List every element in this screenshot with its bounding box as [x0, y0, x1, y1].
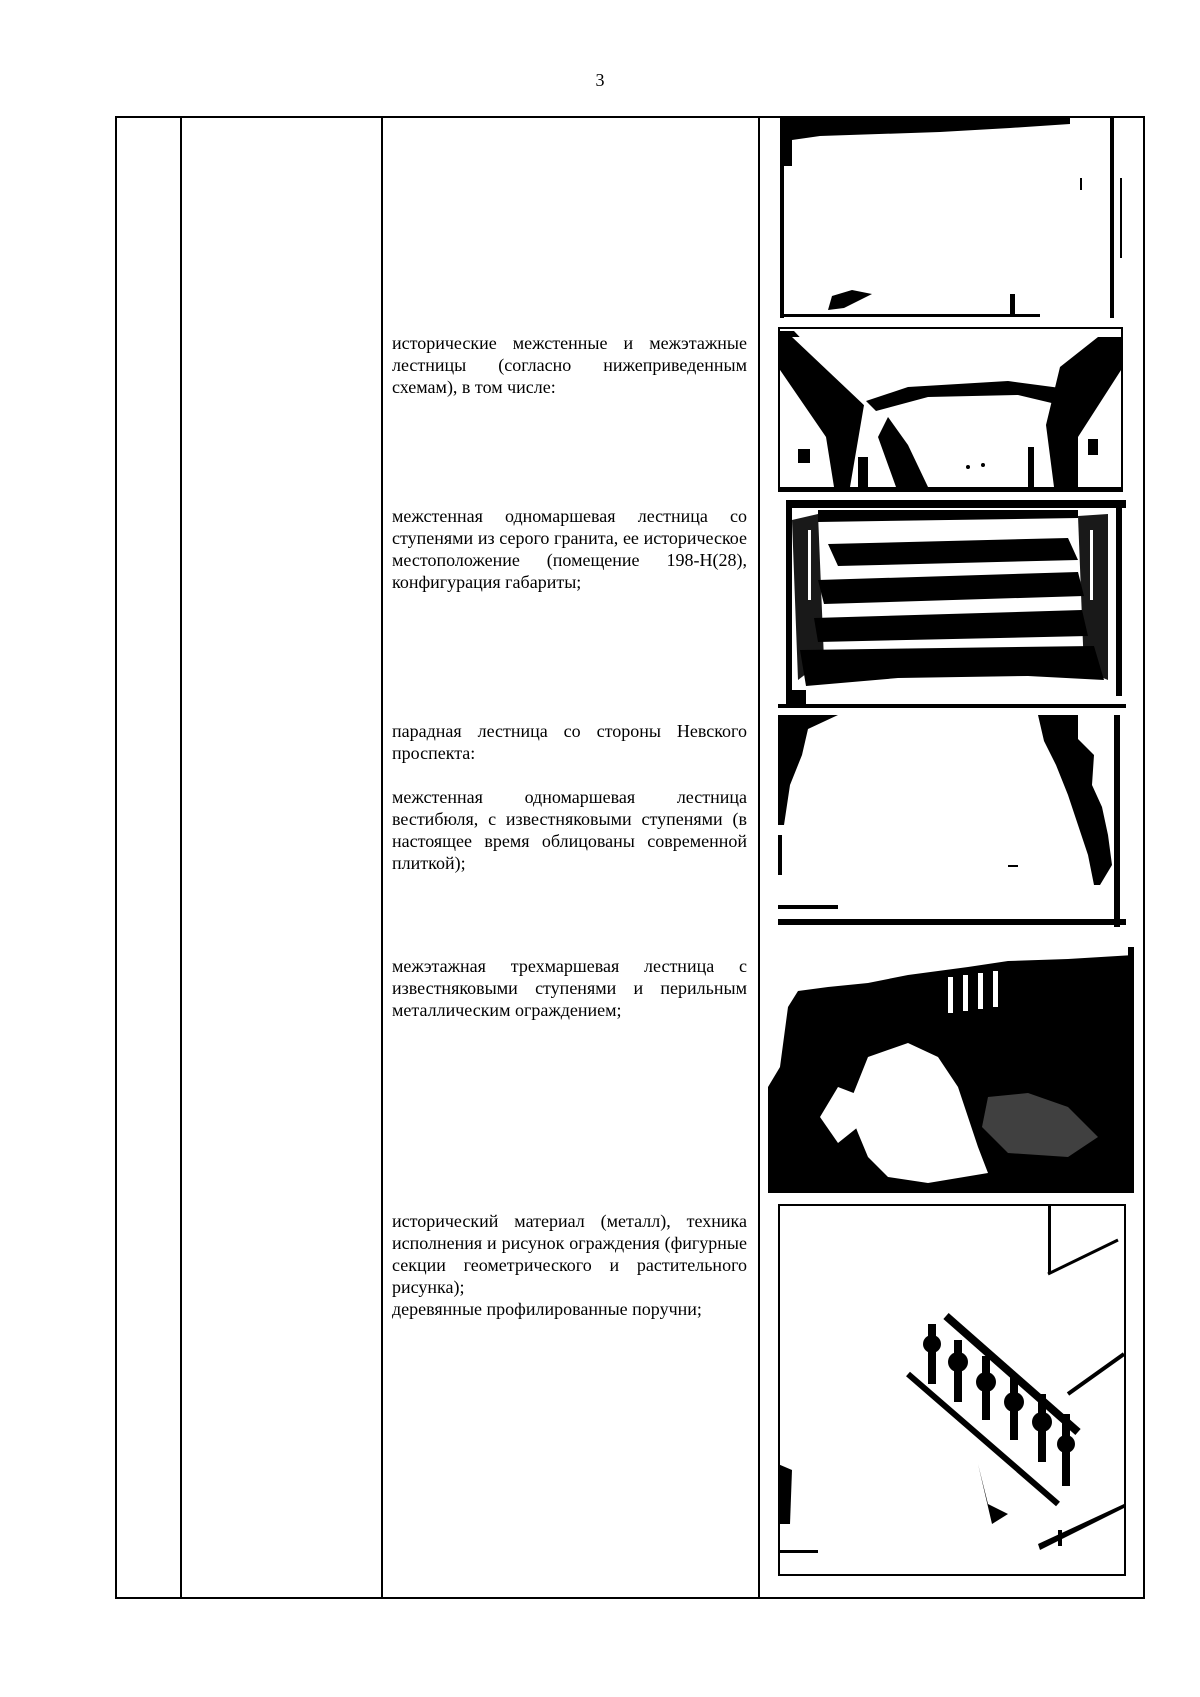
description-railing — [392, 1210, 747, 1320]
staircase-photo-top — [780, 118, 1125, 318]
description-paragraph: межстенная одномаршевая лестница со ступенями из серого гранита, ее историческое местоположение (помещение 198-Н(28), конфигурация габариты; — [392, 506, 747, 592]
description-three-flight-stair — [392, 955, 747, 1021]
three-flight-stair-photo — [768, 947, 1134, 1193]
staircase-photo-interwall — [778, 327, 1123, 492]
description-paragraph: межстенная одномаршевая лестница вестибюля, с известняковыми ступенями (в настоящее время облицованы современной плиткой); — [392, 787, 747, 873]
column-divider-3 — [758, 118, 760, 1597]
column-divider-1 — [180, 118, 182, 1597]
description-paragraph: деревянные профилированные поручни; — [392, 1299, 702, 1319]
description-historic-stairs — [392, 332, 747, 398]
column-divider-2 — [381, 118, 383, 1597]
description-paragraph: исторический материал (металл), техника исполнения и рисунок ограждения (фигурные секции геометрического и растительного рисунка); — [392, 1211, 747, 1297]
granite-steps-photo — [778, 500, 1126, 708]
description-granite-stair — [392, 505, 747, 593]
vestibule-stair-photo — [778, 715, 1126, 927]
railing-photo — [778, 1204, 1126, 1576]
description-paragraph: межэтажная трехмаршевая лестница с известняковыми ступенями и перильным металлическим ограждением; — [392, 956, 747, 1020]
description-paragraph: парадная лестница со стороны Невского проспекта: — [392, 721, 747, 763]
page-number: 3 — [595, 70, 605, 90]
description-paragraph: исторические межстенные и межэтажные лестницы (согласно нижеприведенным схемам), в том числе: — [392, 333, 747, 397]
description-parade-stair — [392, 720, 747, 874]
